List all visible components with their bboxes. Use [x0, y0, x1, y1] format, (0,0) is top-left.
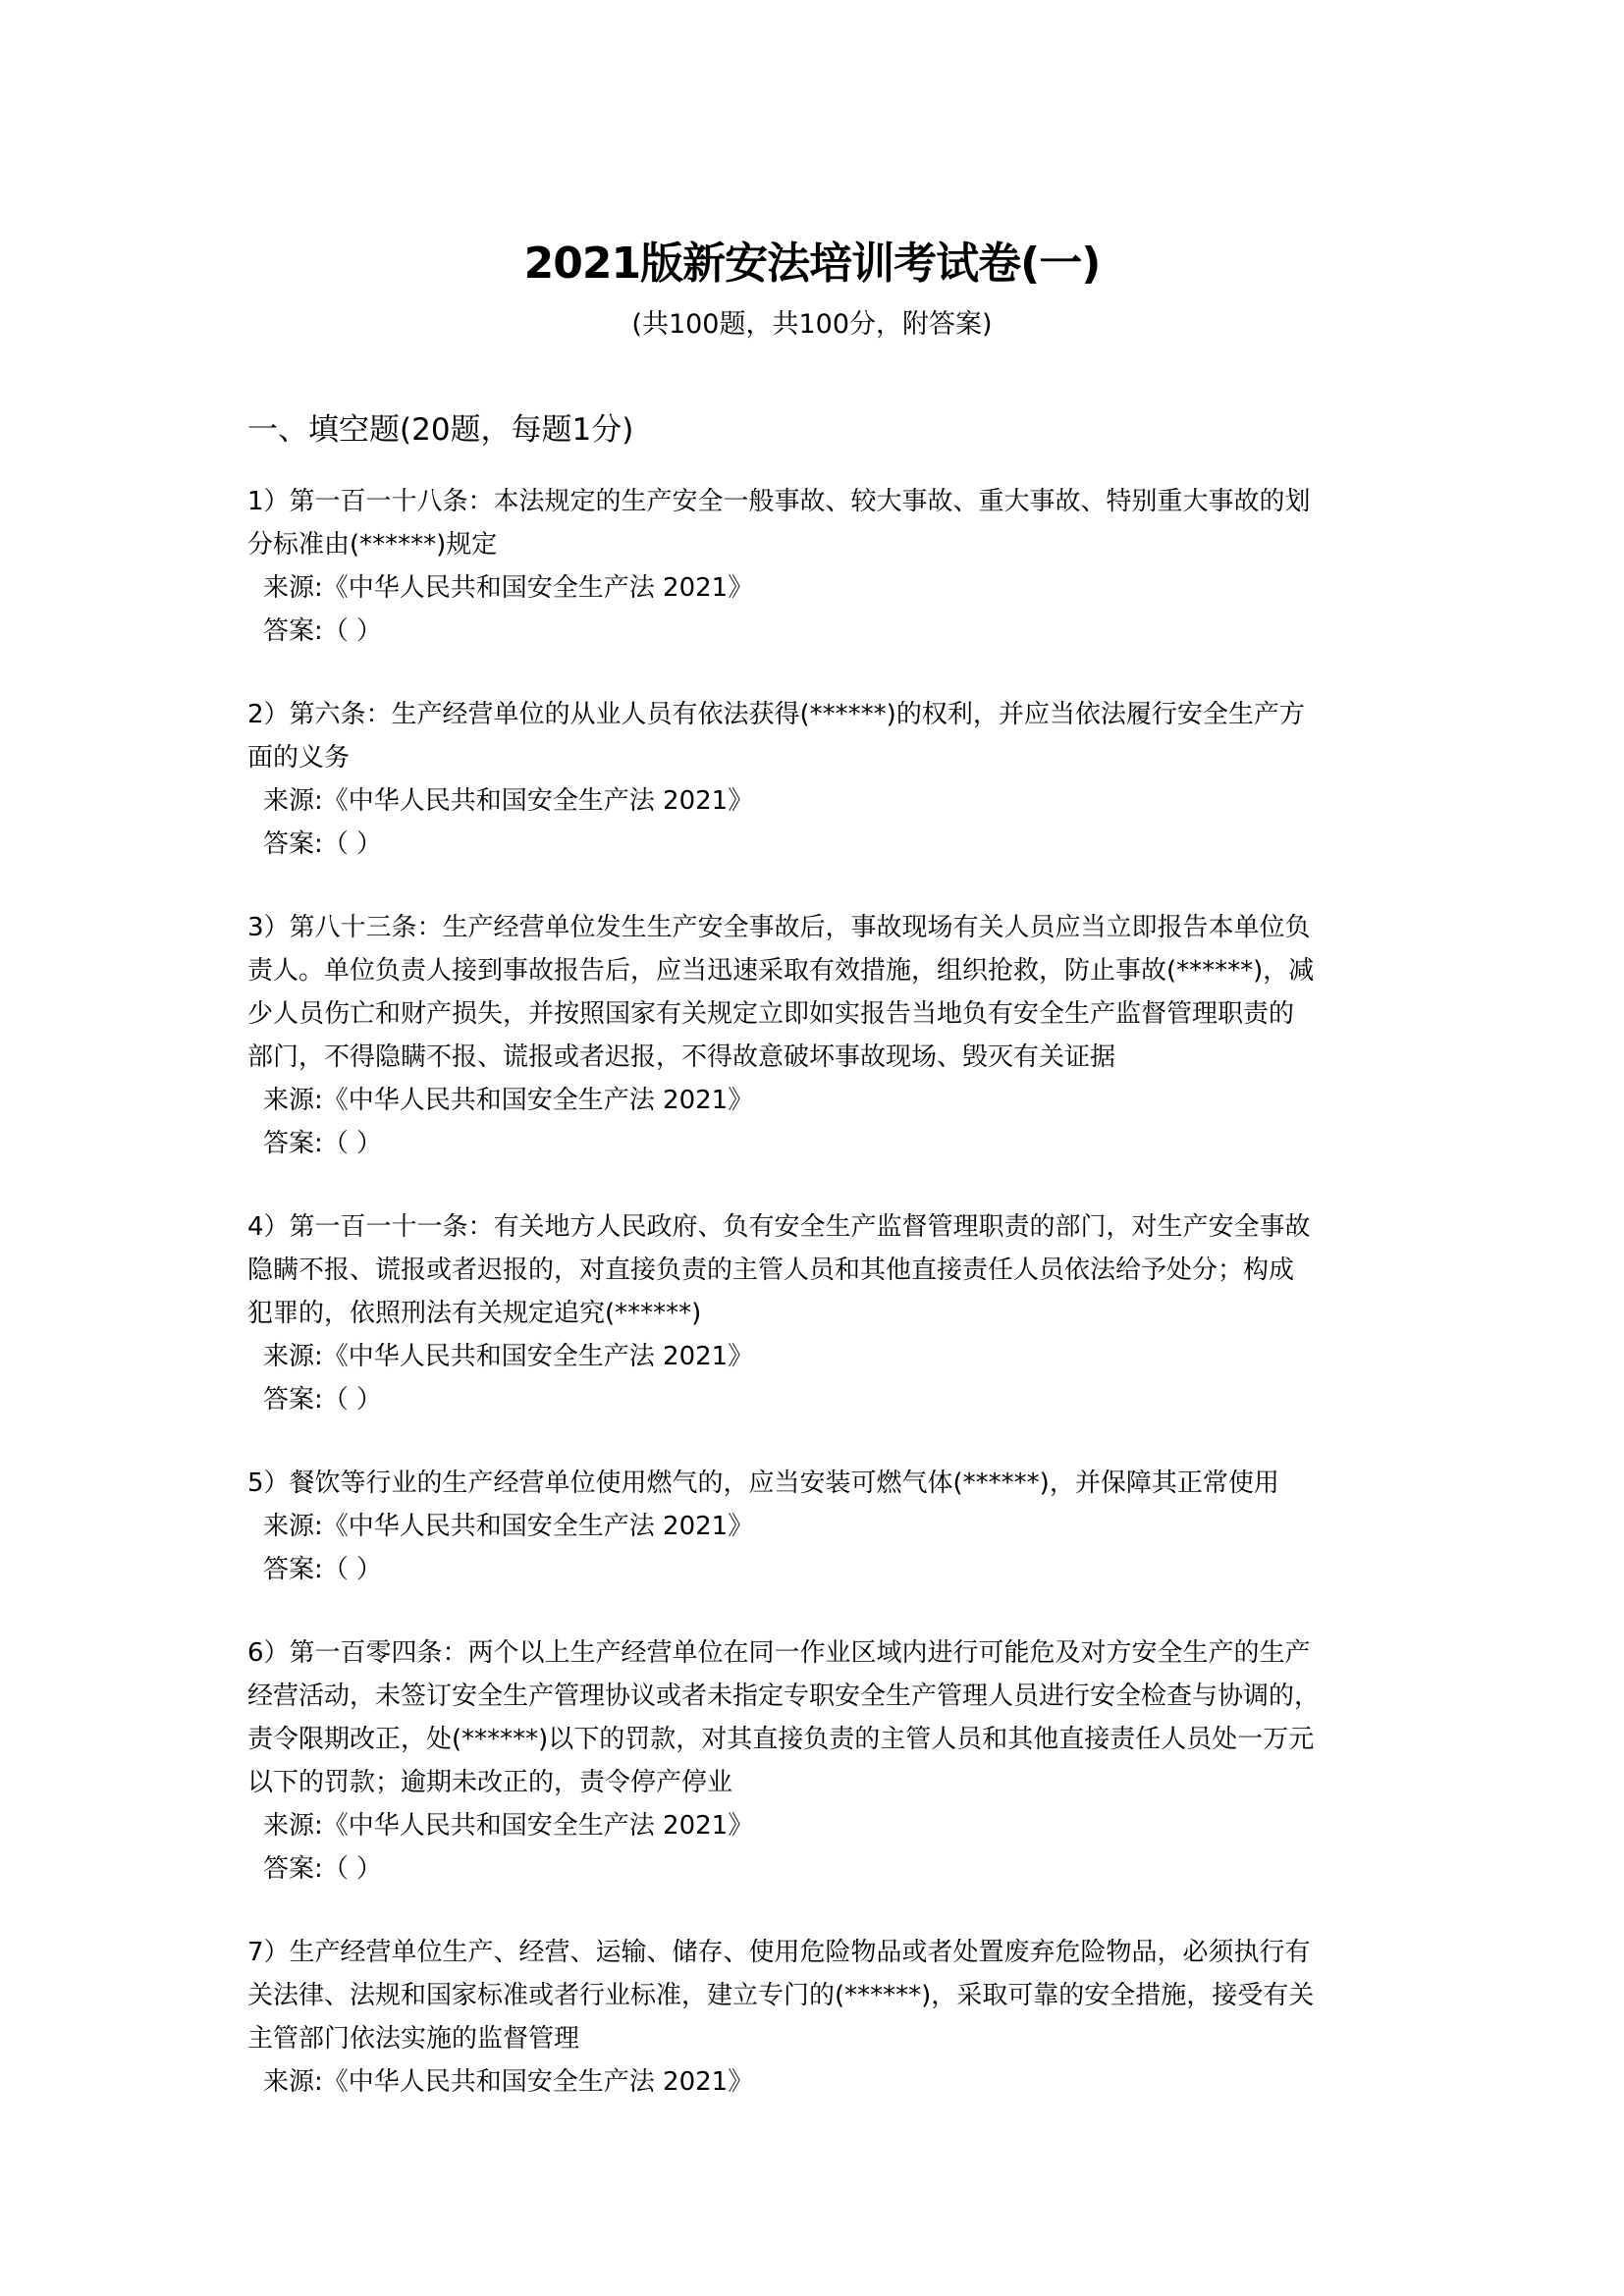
question-text: 关法律、法规和国家标准或者行业标准，建立专门的(******)，采取可靠的安全措施，接受有关: [247, 1981, 1315, 2010]
question-text: 责令限期改正，处(******)以下的罚款，对其直接负责的主管人员和其他直接责任人员处一万元: [247, 1725, 1315, 1754]
question-text: 隐瞒不报、谎报或者迟报的，对直接负责的主管人员和其他直接责任人员依法给予处分；构成: [247, 1255, 1295, 1285]
answer-blank[interactable]: 答案:（ ）: [263, 1385, 383, 1415]
question-text: 分标准由(******)规定: [247, 530, 498, 560]
question-source: 来源:《中华人民共和国安全生产法 2021》: [263, 786, 754, 816]
question-text: 以下的罚款；逾期未改正的，责令停产停业: [247, 1768, 733, 1797]
question-text: 主管部门依法实施的监督管理: [247, 2024, 580, 2054]
question-text: 责人。单位负责人接到事故报告后，应当迅速采取有效措施，组织抢救，防止事故(******)，减: [247, 956, 1315, 986]
question-text: 7）生产经营单位生产、经营、运输、储存、使用危险物品或者处置废弃危险物品，必须执行有: [247, 1938, 1311, 1967]
question-source: 来源:《中华人民共和国安全生产法 2021》: [263, 1342, 754, 1371]
question-text: 面的义务: [247, 743, 351, 773]
answer-blank[interactable]: 答案:（ ）: [263, 1129, 383, 1158]
exam-subtitle: (共100题，共100分，附答案): [631, 309, 993, 340]
answer-blank[interactable]: 答案:（ ）: [263, 1555, 383, 1584]
exam-content: [247, 404, 1396, 2144]
question-source: 来源:《中华人民共和国安全生产法 2021》: [263, 573, 754, 603]
answer-blank[interactable]: 答案:（ ）: [263, 829, 383, 859]
question-source: 来源:《中华人民共和国安全生产法 2021》: [263, 1512, 754, 1541]
question-text: 4）第一百一十一条：有关地方人民政府、负有安全生产监督管理职责的部门，对生产安全事故: [247, 1212, 1311, 1242]
question-text: 5）餐饮等行业的生产经营单位使用燃气的，应当安装可燃气体(******)，并保障其正常使用: [247, 1468, 1279, 1498]
question-text: 1）第一百一十八条：本法规定的生产安全一般事故、较大事故、重大事故、特别重大事故的划: [247, 487, 1311, 516]
question-text: 经营活动，未签订安全生产管理协议或者未指定专职安全生产管理人员进行安全检查与协调的，: [247, 1682, 1321, 1711]
answer-blank[interactable]: 答案:（ ）: [263, 1854, 383, 1884]
question-text: 3）第八十三条：生产经营单位发生生产安全事故后，事故现场有关人员应当立即报告本单位负: [247, 913, 1311, 942]
question-item: [247, 1205, 1396, 1421]
question-item: [247, 1931, 1396, 2104]
question-text: 2）第六条：生产经营单位的从业人员有依法获得(******)的权利，并应当依法履行安全生产方: [247, 700, 1305, 729]
question-item: [247, 1631, 1396, 1891]
question-source: 来源:《中华人民共和国安全生产法 2021》: [263, 1811, 754, 1841]
question-item: [247, 906, 1396, 1165]
exam-title: 2021版新安法培训考试卷(一): [523, 239, 1101, 289]
section-heading: 一、填空题(20题，每题1分): [247, 412, 634, 448]
question-item: [247, 693, 1396, 866]
question-text: 犯罪的，依照刑法有关规定追究(******): [247, 1299, 702, 1328]
question-text: 少人员伤亡和财产损失，并按照国家有关规定立即如实报告当地负有安全生产监督管理职责的: [247, 999, 1295, 1029]
question-text: 部门，不得隐瞒不报、谎报或者迟报，不得故意破坏事故现场、毁灭有关证据: [247, 1042, 1116, 1072]
question-item: [247, 480, 1396, 653]
answer-blank[interactable]: 答案:（ ）: [263, 616, 383, 646]
question-list: [247, 480, 1396, 2104]
question-source: 来源:《中华人民共和国安全生产法 2021》: [263, 2067, 754, 2097]
question-source: 来源:《中华人民共和国安全生产法 2021》: [263, 1086, 754, 1115]
question-text: 6）第一百零四条：两个以上生产经营单位在同一作业区域内进行可能危及对方安全生产的生产: [247, 1638, 1311, 1668]
question-item: [247, 1462, 1396, 1591]
